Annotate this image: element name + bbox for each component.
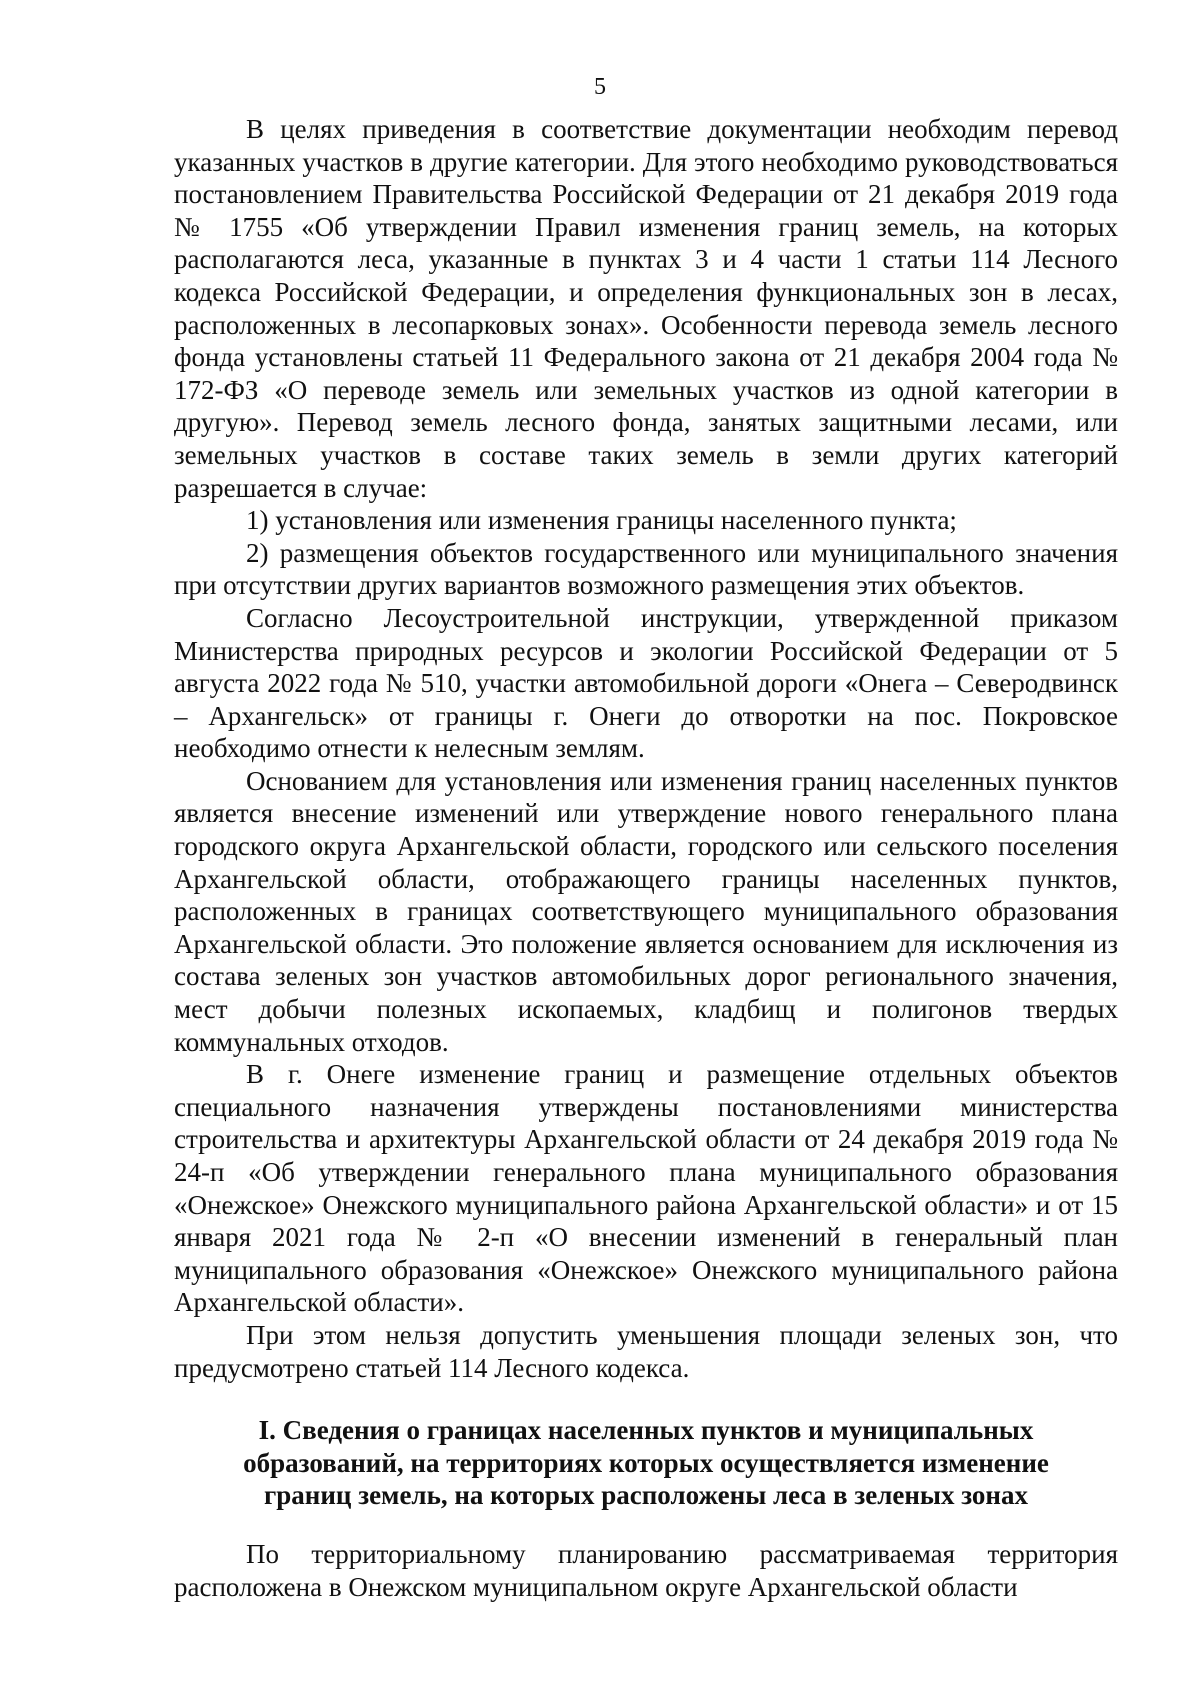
- paragraph-forest-instruction: Согласно Лесоустроительной инструкции, утвержденной приказом Министерства природных ресурсов и экологии Российской Федерации от 5 августа 2022 года № 510, участки автомобильной дороги «Онега – Северодвинск – Архангельск» от границы г. Онеги до отворотки на пос. Покровское необходимо отнести к нелесным землям.: [174, 602, 1118, 764]
- paragraph-legal-basis: В целях приведения в соответствие документации необходим перевод указанных участков в другие категории. Для этого необходимо руководствоваться постановлением Правительства Российской Федерации от 21 декабря 2019 года № 1755 «Об утверждении Правил изменения границ земель, на которых располагаются леса, указанные в пунктах 3 и 4 части 1 статьи 114 Лесного кодекса Российской Федерации, и определения функциональных зон в лесах, расположенных в лесопарковых зонах». Особенности перевода земель лесного фонда установлены статьей 11 Федерального закона от 21 декабря 2004 года № 172-ФЗ «О переводе земель или земельных участков из одной категории в другую». Перевод земель лесного фонда, занятых защитными лесами, или земельных участков в составе таких земель в земли других категорий разрешается в случае:: [174, 114, 1118, 503]
- paragraph-list-item-1: 1) установления или изменения границы населенного пункта;: [246, 505, 957, 536]
- paragraph-list-item-2: 2) размещения объектов государственного или муниципального значения при отсутствии других вариантов возможного размещения этих объектов.: [174, 537, 1118, 601]
- paragraph-onega-changes: В г. Онеге изменение границ и размещение отдельных объектов специального назначения утверждены постановлениями министерства строительства и архитектуры Архангельской области от 24 декабря 2019 года № 24-п «Об утверждении генерального плана муниципального образования «Онежское» Онежского муниципального района Архангельской области» и от 15 января 2021 года № 2-п «О внесении изменений в генеральный план муниципального образования «Онежское» Онежского муниципального района Архангельской области».: [174, 1059, 1118, 1318]
- page-number: 5: [594, 74, 606, 100]
- paragraph-green-zones: При этом нельзя допустить уменьшения площади зеленых зон, что предусмотрено статьей 114 Лесного кодекса.: [174, 1319, 1118, 1383]
- paragraph-boundary-basis: Основанием для установления или изменения границ населенных пунктов является внесение изменений или утверждение нового генерального плана городского округа Архангельской области, городского или сельского поселения Архангельской области, отображающего границы населенных пунктов, расположенных в границах соответствующего муниципального образования Архангельской области. Это положение является основанием для исключения из состава зеленых зон участков автомобильных дорог регионального значения, мест добычи полезных ископаемых, кладбищ и полигонов твердых коммунальных отходов.: [174, 765, 1118, 1057]
- paragraph-territorial-planning: По территориальному планированию рассматриваемая территория расположена в Онежском муниципальном округе Архангельской области: [174, 1538, 1118, 1602]
- section-heading: I. Сведения о границах населенных пунктов и муниципальных образований, на территориях которых осуществляется изменение границ земель, на которых расположены леса в зеленых зонах: [243, 1415, 1049, 1511]
- document-body: [174, 113, 1118, 1603]
